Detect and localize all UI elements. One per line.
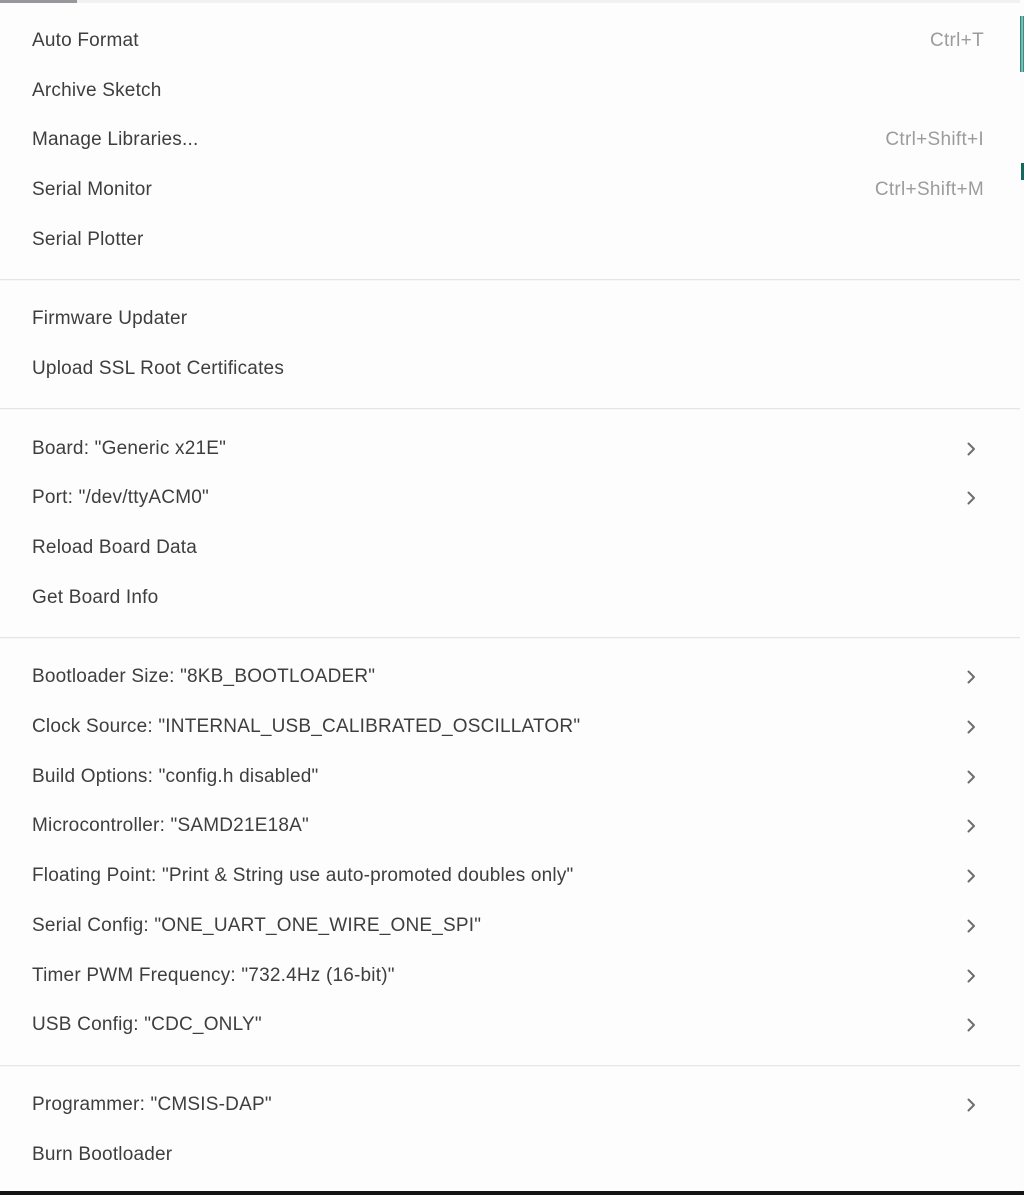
menu-item-manage-libraries[interactable]	[0, 115, 1020, 165]
menu-item-serial-monitor[interactable]	[0, 165, 1020, 215]
menu-item-label: Programmer: "CMSIS-DAP"	[32, 1093, 272, 1115]
menu-item-label: Clock Source: "INTERNAL_USB_CALIBRATED_OSCILLATOR"	[32, 716, 581, 738]
menu-separator	[0, 279, 1020, 280]
menu-item-label: Timer PWM Frequency: "732.4Hz (16-bit)"	[32, 964, 395, 986]
menu-item-shortcut: Ctrl+Shift+I	[885, 129, 984, 151]
menu-item-usb-config[interactable]	[0, 1000, 1020, 1050]
menu-item-archive-sketch[interactable]	[0, 66, 1020, 116]
tools-menu	[0, 3, 1021, 1190]
menu-item-label: Microcontroller: "SAMD21E18A"	[32, 815, 309, 837]
menu-item-label: Serial Plotter	[32, 228, 144, 250]
menu-separator	[0, 637, 1020, 638]
menu-item-serial-plotter[interactable]	[0, 215, 1020, 265]
menu-item-label: USB Config: "CDC_ONLY"	[32, 1014, 262, 1036]
menu-item-label: Reload Board Data	[32, 537, 198, 559]
menu-item-label: Auto Format	[32, 29, 139, 51]
submenu-arrow-icon	[967, 720, 976, 734]
menu-item-build-options[interactable]	[0, 752, 1020, 802]
menu-item-reload-board-data[interactable]	[0, 523, 1020, 573]
submenu-arrow-icon	[967, 491, 976, 505]
menu-item-programmer[interactable]	[0, 1080, 1020, 1130]
scrollbar-thumb-teal	[1020, 16, 1024, 72]
menu-item-shortcut: Ctrl+T	[929, 29, 984, 51]
submenu-arrow-icon	[967, 869, 976, 883]
menu-item-auto-format[interactable]	[0, 16, 1020, 66]
menu-item-clock-source[interactable]	[0, 702, 1020, 752]
menu-item-upload-ssl-root-certificates[interactable]	[0, 344, 1020, 394]
menu-item-bootloader-size[interactable]	[0, 653, 1020, 703]
submenu-arrow-icon	[967, 442, 976, 456]
background-window-sliver	[1020, 0, 1024, 1191]
menu-item-label: Bootloader Size: "8KB_BOOTLOADER"	[32, 666, 376, 688]
menu-item-shortcut: Ctrl+Shift+M	[874, 178, 984, 200]
menu-item-label: Serial Config: "ONE_UART_ONE_WIRE_ONE_SPI"	[32, 914, 482, 936]
menu-item-burn-bootloader[interactable]	[0, 1130, 1020, 1180]
menu-separator	[0, 1065, 1020, 1066]
menu-item-label: Firmware Updater	[32, 308, 188, 330]
submenu-arrow-icon	[967, 670, 976, 684]
menu-item-get-board-info[interactable]	[0, 573, 1020, 623]
menu-item-label: Burn Bootloader	[32, 1143, 173, 1165]
submenu-arrow-icon	[967, 1018, 976, 1032]
submenu-arrow-icon	[967, 819, 976, 833]
menu-item-label: Build Options: "config.h disabled"	[32, 765, 319, 787]
menu-item-label: Board: "Generic x21E"	[32, 437, 227, 459]
menu-item-label: Upload SSL Root Certificates	[32, 357, 285, 379]
submenu-arrow-icon	[967, 770, 976, 784]
menu-item-microcontroller[interactable]	[0, 802, 1020, 852]
menu-item-label: Serial Monitor	[32, 178, 153, 200]
menu-item-timer-pwm-frequency[interactable]	[0, 951, 1020, 1001]
menu-item-label: Archive Sketch	[32, 79, 162, 101]
menu-item-label: Get Board Info	[32, 586, 159, 608]
menu-item-firmware-updater[interactable]	[0, 294, 1020, 344]
menu-item-label: Manage Libraries...	[32, 129, 199, 151]
menu-item-serial-config[interactable]	[0, 901, 1020, 951]
menu-item-label: Floating Point: "Print & String use auto-promoted doubles only"	[32, 865, 574, 887]
menu-item-board[interactable]	[0, 424, 1020, 474]
submenu-arrow-icon	[967, 919, 976, 933]
menu-item-label: Port: "/dev/ttyACM0"	[32, 487, 209, 509]
menu-item-floating-point[interactable]	[0, 851, 1020, 901]
submenu-arrow-icon	[967, 1098, 976, 1112]
menu-item-port[interactable]	[0, 474, 1020, 524]
submenu-arrow-icon	[967, 969, 976, 983]
bottom-border-bar	[0, 1191, 1024, 1195]
menu-separator	[0, 408, 1020, 409]
